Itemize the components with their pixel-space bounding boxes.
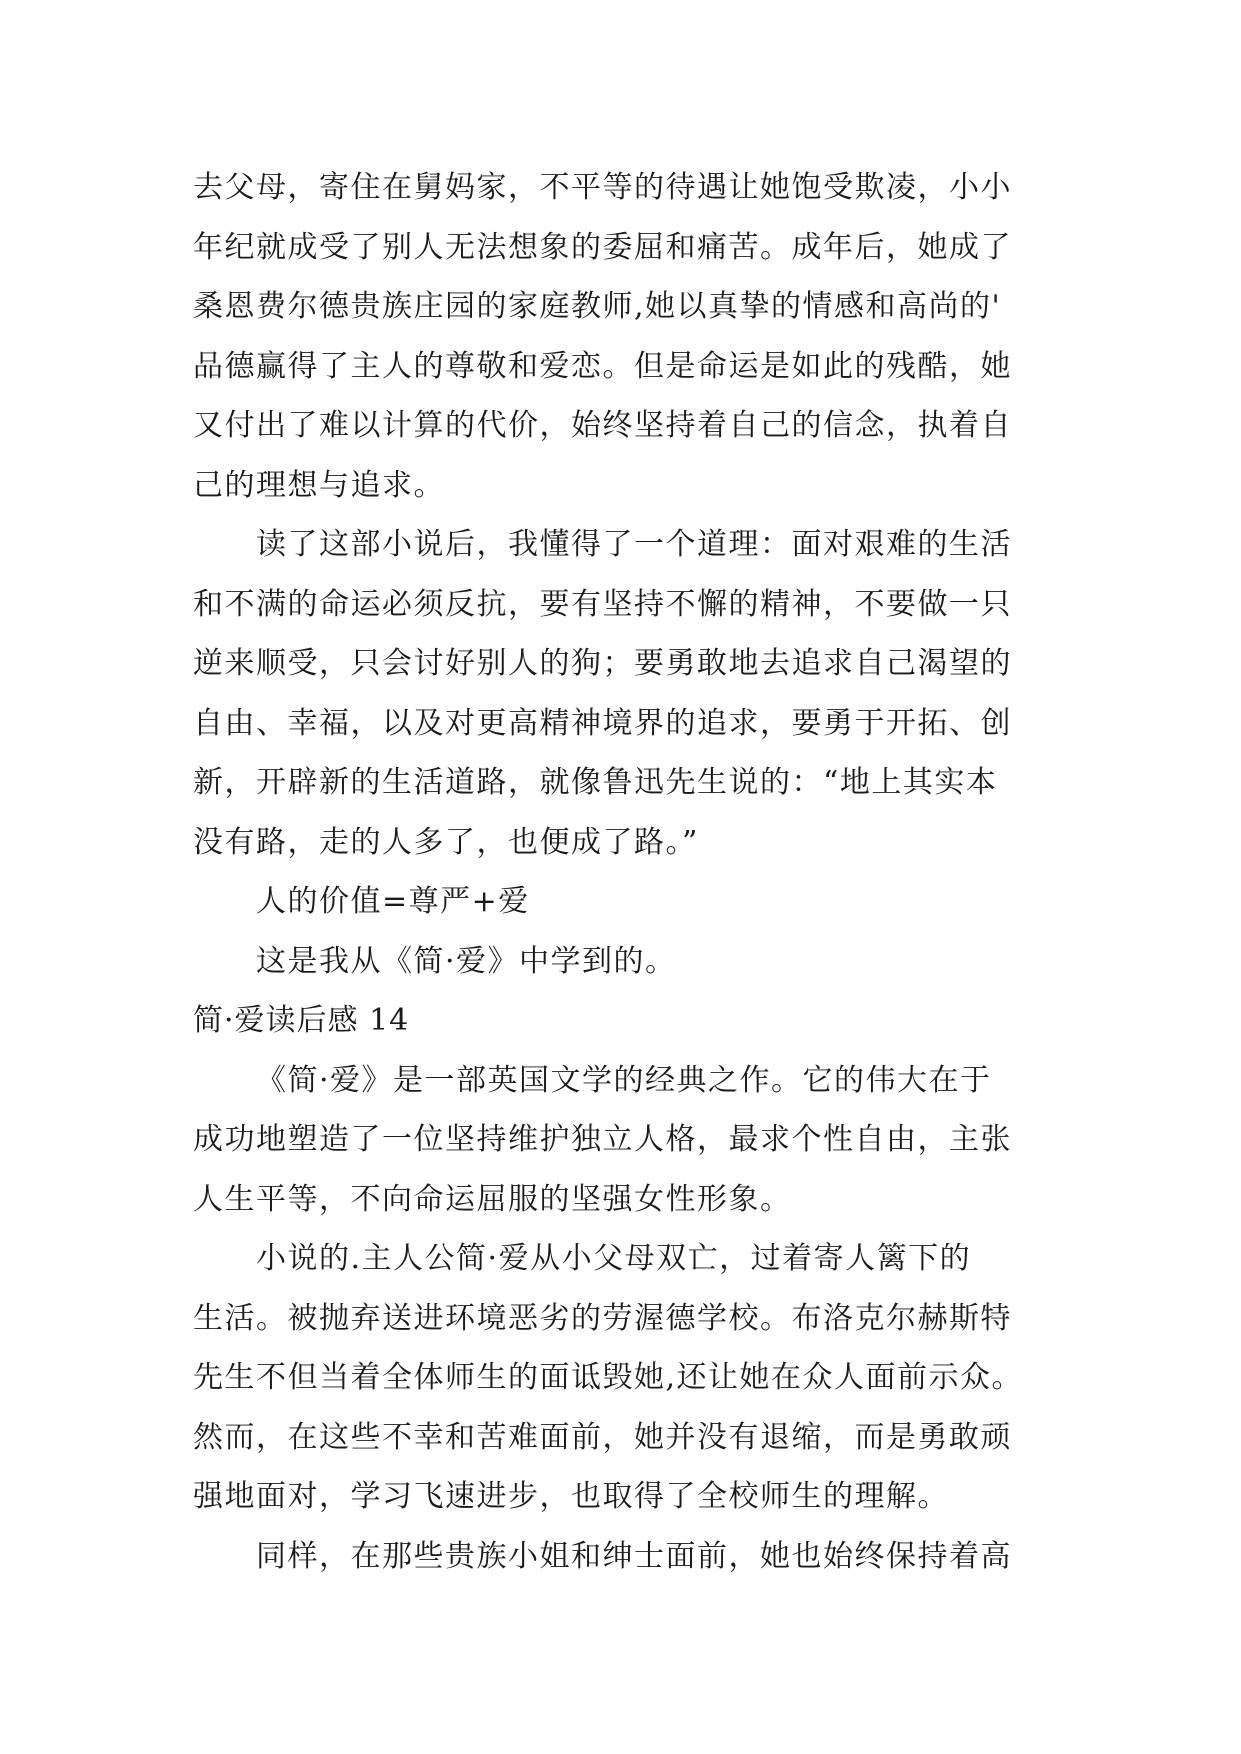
text-line: 和不满的命运必须反抗，要有坚持不懈的精神，不要做一只 (193, 586, 1012, 622)
text-line: 逆来顺受，只会讨好别人的狗；要勇敢地去追求自己渴望的 (193, 646, 1012, 681)
document-body (193, 158, 1055, 1586)
text-line: 没有路，走的人多了，也便成了路。” (193, 824, 699, 860)
text-line: 又付出了难以计算的代价，始终坚持着自己的信念，执着自 (193, 408, 1012, 443)
paragraph-first-line: 同样，在那些贵族小姐和绅士面前，她也始终保持着高 (256, 1538, 1012, 1574)
text-line: 年纪就成受了别人无法想象的委屈和痛苦。成年后，她成了 (193, 229, 1012, 265)
text-line: 去父母，寄住在舅妈家，不平等的待遇让她饱受欺凌，小小 (193, 170, 1012, 205)
text-line: 然而，在这些不幸和苦难面前，她并没有退缩，而是勇敢顽 (193, 1419, 1012, 1455)
text-line: 己的理想与追求。 (193, 467, 445, 503)
text-line: 先生不但当着全体师生的面诋毁她,还让她在众人面前示众。 (193, 1360, 1024, 1395)
text-line: 人生平等，不向命运屈服的坚强女性形象。 (193, 1181, 792, 1217)
text-line: 生活。被抛弃送进环境恶劣的劳渥德学校。布洛克尔赫斯特 (193, 1300, 1012, 1336)
section-heading: 简·爱读后感 14 (193, 1003, 410, 1038)
paragraph-first-line: 读了这部小说后，我懂得了一个道理：面对艰难的生活 (256, 527, 1012, 562)
text-line: 桑恩费尔德贵族庄园的家庭教师,她以真挚的情感和高尚的' (193, 289, 1002, 324)
paragraph-first-line: 这是我从《简·爱》中学到的。 (256, 943, 677, 979)
paragraph-first-line: 人的价值=尊严+爱 (256, 884, 530, 919)
text-line: 成功地塑造了一位坚持维护独立人格，最求个性自由，主张 (193, 1122, 1012, 1157)
paragraph-first-line: 《简·爱》是一部英国文学的经典之作。它的伟大在于 (256, 1062, 992, 1098)
text-line: 品德赢得了主人的尊敬和爱恋。但是命运是如此的残酷，她 (193, 348, 1012, 384)
text-line: 自由、幸福，以及对更高精神境界的追求，要勇于开拓、创 (193, 705, 1012, 741)
text-line: 强地面对，学习飞速进步，也取得了全校师生的理解。 (193, 1479, 949, 1514)
text-line: 新，开辟新的生活道路，就像鲁迅先生说的：“地上其实本 (193, 765, 998, 800)
paragraph-first-line: 小说的.主人公简·爱从小父母双亡，过着寄人篱下的 (256, 1241, 972, 1276)
